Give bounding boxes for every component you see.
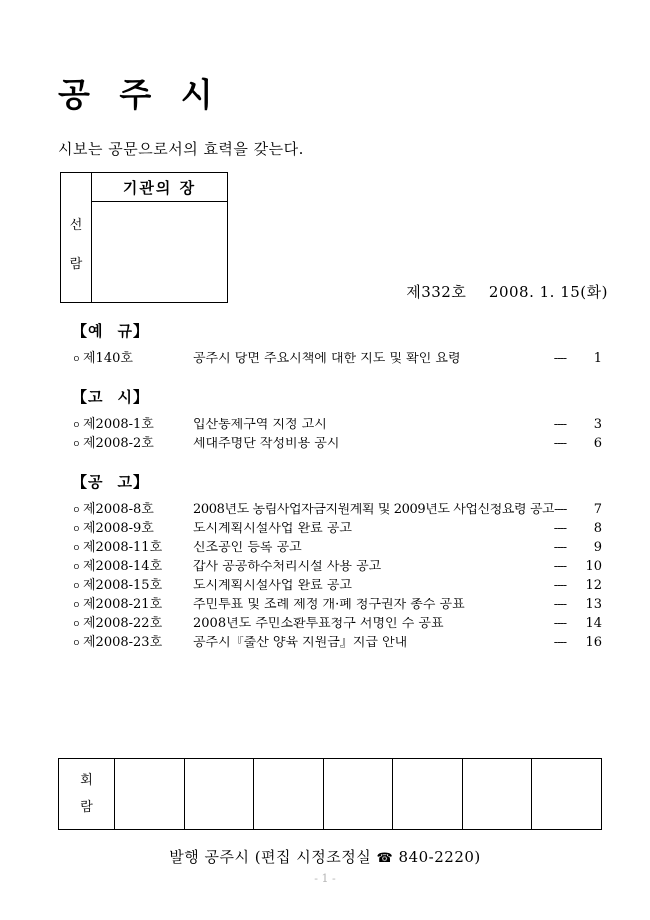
- contents-entry[interactable]: [72, 633, 602, 652]
- entry-title: 2008년도 농림사업자금지원계획 및 2009년도 사업신청요령 공고: [193, 503, 555, 516]
- entry-leader: ----: [554, 503, 567, 515]
- bracket-open-icon: 【: [72, 388, 89, 406]
- entry-page-number: 3: [593, 417, 602, 432]
- circulation-cell[interactable]: [463, 759, 533, 829]
- contents-entry[interactable]: [72, 595, 602, 614]
- entry-leader: ----: [553, 598, 566, 610]
- entry-page-number: 13: [585, 597, 602, 612]
- footer-publisher: 발행 공주시 (편집 시정조정실: [169, 848, 372, 866]
- section-heading-char-1: 예: [88, 322, 104, 340]
- entry-page-number: 1: [593, 351, 602, 366]
- entry-page-number: 16: [585, 635, 602, 650]
- approval-header: 기관의 장: [92, 173, 227, 202]
- entry-bullet-icon: ㅇ: [72, 355, 81, 365]
- entry-bullet-icon: ㅇ: [72, 525, 81, 535]
- contents-entry[interactable]: [72, 500, 602, 519]
- circulation-label: [59, 759, 115, 829]
- entry-title: 도시계획시설사업 완료 공고: [193, 579, 352, 592]
- entry-number: 제2008-23호: [83, 635, 163, 650]
- contents-list: [72, 320, 602, 670]
- entry-bullet-icon: ㅇ: [72, 639, 81, 649]
- circulation-cell[interactable]: [393, 759, 463, 829]
- entry-title: 세대주명단 작성비용 공시: [193, 437, 340, 450]
- bracket-close-icon: 】: [133, 322, 150, 340]
- entry-bullet-icon: ㅇ: [72, 620, 81, 630]
- issue-date: 2008. 1. 15(화): [488, 283, 608, 301]
- circulation-cell[interactable]: [115, 759, 185, 829]
- issue-line: [406, 281, 608, 302]
- circulation-label-bottom: 람: [80, 800, 93, 815]
- entry-title: 입산통제구역 지정 고시: [193, 418, 327, 431]
- contents-entry[interactable]: [72, 434, 602, 453]
- contents-entry[interactable]: [72, 519, 602, 538]
- contents-entry[interactable]: [72, 349, 602, 368]
- circulation-cell[interactable]: [185, 759, 255, 829]
- section-heading: [72, 320, 602, 341]
- entry-page-number: 10: [585, 559, 602, 574]
- section-heading-char-1: 고: [88, 388, 104, 406]
- entry-bullet-icon: ㅇ: [72, 601, 81, 611]
- entry-title: 갑사 공공하수처리시설 사용 공고: [193, 560, 382, 573]
- approval-signature-area: [92, 202, 227, 302]
- entry-title: 공주시『출산 양육 지원금』지급 안내: [193, 636, 408, 649]
- entry-bullet-icon: ㅇ: [72, 506, 81, 516]
- section-heading: [72, 386, 602, 407]
- entry-page-number: 12: [585, 578, 602, 593]
- entry-title: 신조공인 등록 공고: [193, 541, 302, 554]
- entry-bullet-icon: ㅇ: [72, 544, 81, 554]
- section-공고: [72, 471, 602, 652]
- section-heading-char-2: 고: [117, 473, 134, 491]
- entry-page-number: 6: [593, 436, 602, 451]
- footer: [0, 846, 650, 867]
- entry-leader: ----: [553, 579, 566, 591]
- entry-page-number: 9: [593, 540, 602, 555]
- entry-bullet-icon: ㅇ: [72, 563, 81, 573]
- entry-page-number: 8: [593, 521, 602, 536]
- entry-number: 제2008-2호: [83, 436, 154, 451]
- entry-bullet-icon: ㅇ: [72, 440, 81, 450]
- entry-list: [72, 415, 602, 453]
- contents-entry[interactable]: [72, 576, 602, 595]
- issue-number: 제332호: [406, 283, 467, 301]
- entry-number: 제2008-1호: [83, 417, 154, 432]
- phone-icon: ☎: [376, 851, 394, 866]
- bracket-open-icon: 【: [72, 473, 89, 491]
- approval-side-label-bottom: 람: [69, 256, 83, 272]
- section-heading: [72, 471, 602, 492]
- entry-number: 제2008-8호: [83, 502, 154, 517]
- entry-leader: ----: [553, 560, 566, 572]
- tagline: 시보는 공문으로서의 효력을 갖는다.: [58, 140, 304, 158]
- entry-list: [72, 349, 602, 368]
- section-예규: [72, 320, 602, 368]
- entry-leader: ----: [553, 352, 566, 364]
- bracket-open-icon: 【: [72, 322, 89, 340]
- entry-leader: ----: [553, 617, 566, 629]
- entry-number: 제2008-15호: [83, 578, 163, 593]
- circulation-cell[interactable]: [532, 759, 601, 829]
- entry-bullet-icon: ㅇ: [72, 421, 81, 431]
- circulation-table: [58, 758, 602, 830]
- entry-leader: ----: [553, 522, 566, 534]
- entry-number: 제2008-9호: [83, 521, 154, 536]
- entry-number: 제2008-21호: [83, 597, 163, 612]
- contents-entry[interactable]: [72, 557, 602, 576]
- approval-box: [60, 172, 228, 303]
- section-heading-char-2: 규: [117, 322, 134, 340]
- circulation-cell[interactable]: [254, 759, 324, 829]
- entry-number: 제140호: [83, 351, 133, 366]
- page-marker: - 1 -: [314, 872, 336, 885]
- entry-number: 제2008-14호: [83, 559, 163, 574]
- circulation-label-top: 회: [80, 773, 93, 788]
- section-고시: [72, 386, 602, 453]
- entry-leader: ----: [553, 437, 566, 449]
- approval-side-label-top: 선: [69, 217, 83, 233]
- entry-page-number: 7: [593, 502, 602, 517]
- entry-list: [72, 500, 602, 652]
- approval-body: [92, 173, 227, 302]
- contents-entry[interactable]: [72, 614, 602, 633]
- approval-side-label: [61, 173, 92, 302]
- bracket-close-icon: 】: [133, 388, 150, 406]
- entry-leader: ----: [553, 418, 566, 430]
- contents-entry[interactable]: [72, 415, 602, 434]
- section-heading-char-1: 공: [88, 473, 104, 491]
- section-heading-char-2: 시: [117, 388, 134, 406]
- entry-title: 공주시 당면 주요시책에 대한 지도 및 확인 요령: [193, 352, 461, 365]
- circulation-cell[interactable]: [324, 759, 394, 829]
- entry-title: 주민투표 및 조례 제정 개·폐 청구권자 총수 공표: [193, 598, 465, 611]
- bracket-close-icon: 】: [133, 473, 150, 491]
- entry-page-number: 14: [585, 616, 602, 631]
- entry-title: 도시계획시설사업 완료 공고: [193, 522, 352, 535]
- footer-phone: 840-2220): [398, 848, 481, 866]
- entry-leader: ----: [553, 636, 566, 648]
- contents-entry[interactable]: [72, 538, 602, 557]
- entry-number: 제2008-11호: [83, 540, 163, 555]
- page-title: 공 주 시: [58, 75, 222, 114]
- entry-bullet-icon: ㅇ: [72, 582, 81, 592]
- entry-number: 제2008-22호: [83, 616, 163, 631]
- entry-leader: ----: [553, 541, 566, 553]
- entry-title: 2008년도 주민소환투표청구 서명인 수 공표: [193, 617, 444, 630]
